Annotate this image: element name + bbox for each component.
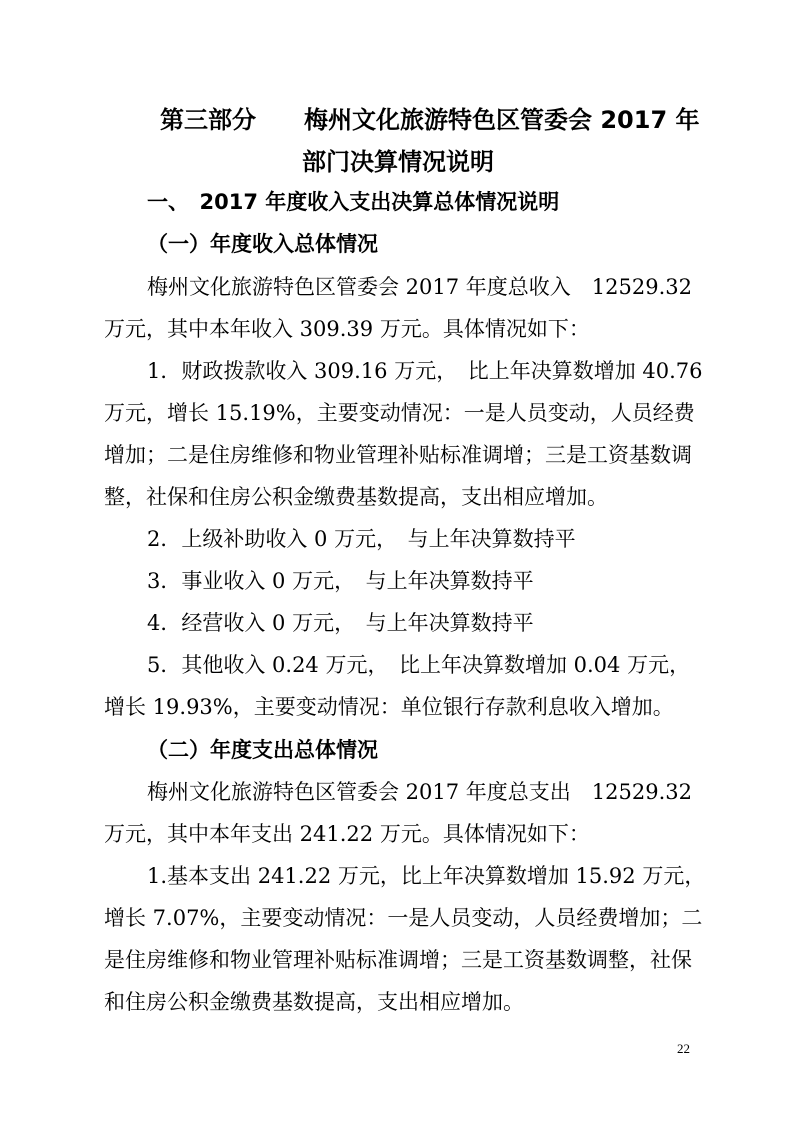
- paragraph-line: 增长 19.93%，主要变动情况：单位银行存款利息收入增加。: [104, 695, 674, 719]
- paragraph-line: 增长 7.07%，主要变动情况：一是人员变动，人员经费增加；二: [104, 906, 703, 930]
- subsection-heading-income: （一）年度收入总体情况: [147, 232, 378, 256]
- paragraph-line: 万元，其中本年收入 309.39 万元。具体情况如下：: [104, 317, 590, 341]
- paragraph-line: 万元，增长 15.19%，主要变动情况：一是人员变动，人员经费: [104, 401, 695, 425]
- page-number: 22: [677, 1041, 690, 1056]
- paragraph-line: 万元，其中本年支出 241.22 万元。具体情况如下：: [104, 822, 590, 846]
- paragraph-line: 增加；二是住房维修和物业管理补贴标准调增；三是工资基数调: [104, 443, 692, 467]
- page-title-line-2: 部门决算情况说明: [302, 148, 494, 176]
- paragraph-line: 1.基本支出 241.22 万元，比上年决算数增加 15.92 万元，: [147, 864, 706, 888]
- paragraph-line: 梅州文化旅游特色区管委会 2017 年度总收入 12529.32: [147, 275, 692, 299]
- paragraph-line: 和住房公积金缴费基数提高，支出相应增加。: [104, 990, 524, 1014]
- paragraph-line: 1．财政拨款收入 309.16 万元， 比上年决算数增加 40.76: [147, 359, 703, 383]
- section-heading: 一、 2017 年度收入支出决算总体情况说明: [147, 190, 560, 214]
- paragraph-line: 2．上级补助收入 0 万元， 与上年决算数持平: [147, 527, 576, 551]
- subsection-heading-expense: （二）年度支出总体情况: [147, 738, 378, 762]
- paragraph-line: 5．其他收入 0.24 万元， 比上年决算数增加 0.04 万元，: [147, 653, 691, 677]
- paragraph-line: 是住房维修和物业管理补贴标准调增；三是工资基数调整，社保: [104, 948, 692, 972]
- paragraph-line: 3．事业收入 0 万元， 与上年决算数持平: [147, 569, 534, 593]
- paragraph-line: 4．经营收入 0 万元， 与上年决算数持平: [147, 611, 534, 635]
- page-title-line-1: 第三部分 梅州文化旅游特色区管委会 2017 年: [160, 106, 700, 134]
- paragraph-line: 梅州文化旅游特色区管委会 2017 年度总支出 12529.32: [147, 780, 692, 804]
- paragraph-line: 整，社保和住房公积金缴费基数提高，支出相应增加。: [104, 485, 608, 509]
